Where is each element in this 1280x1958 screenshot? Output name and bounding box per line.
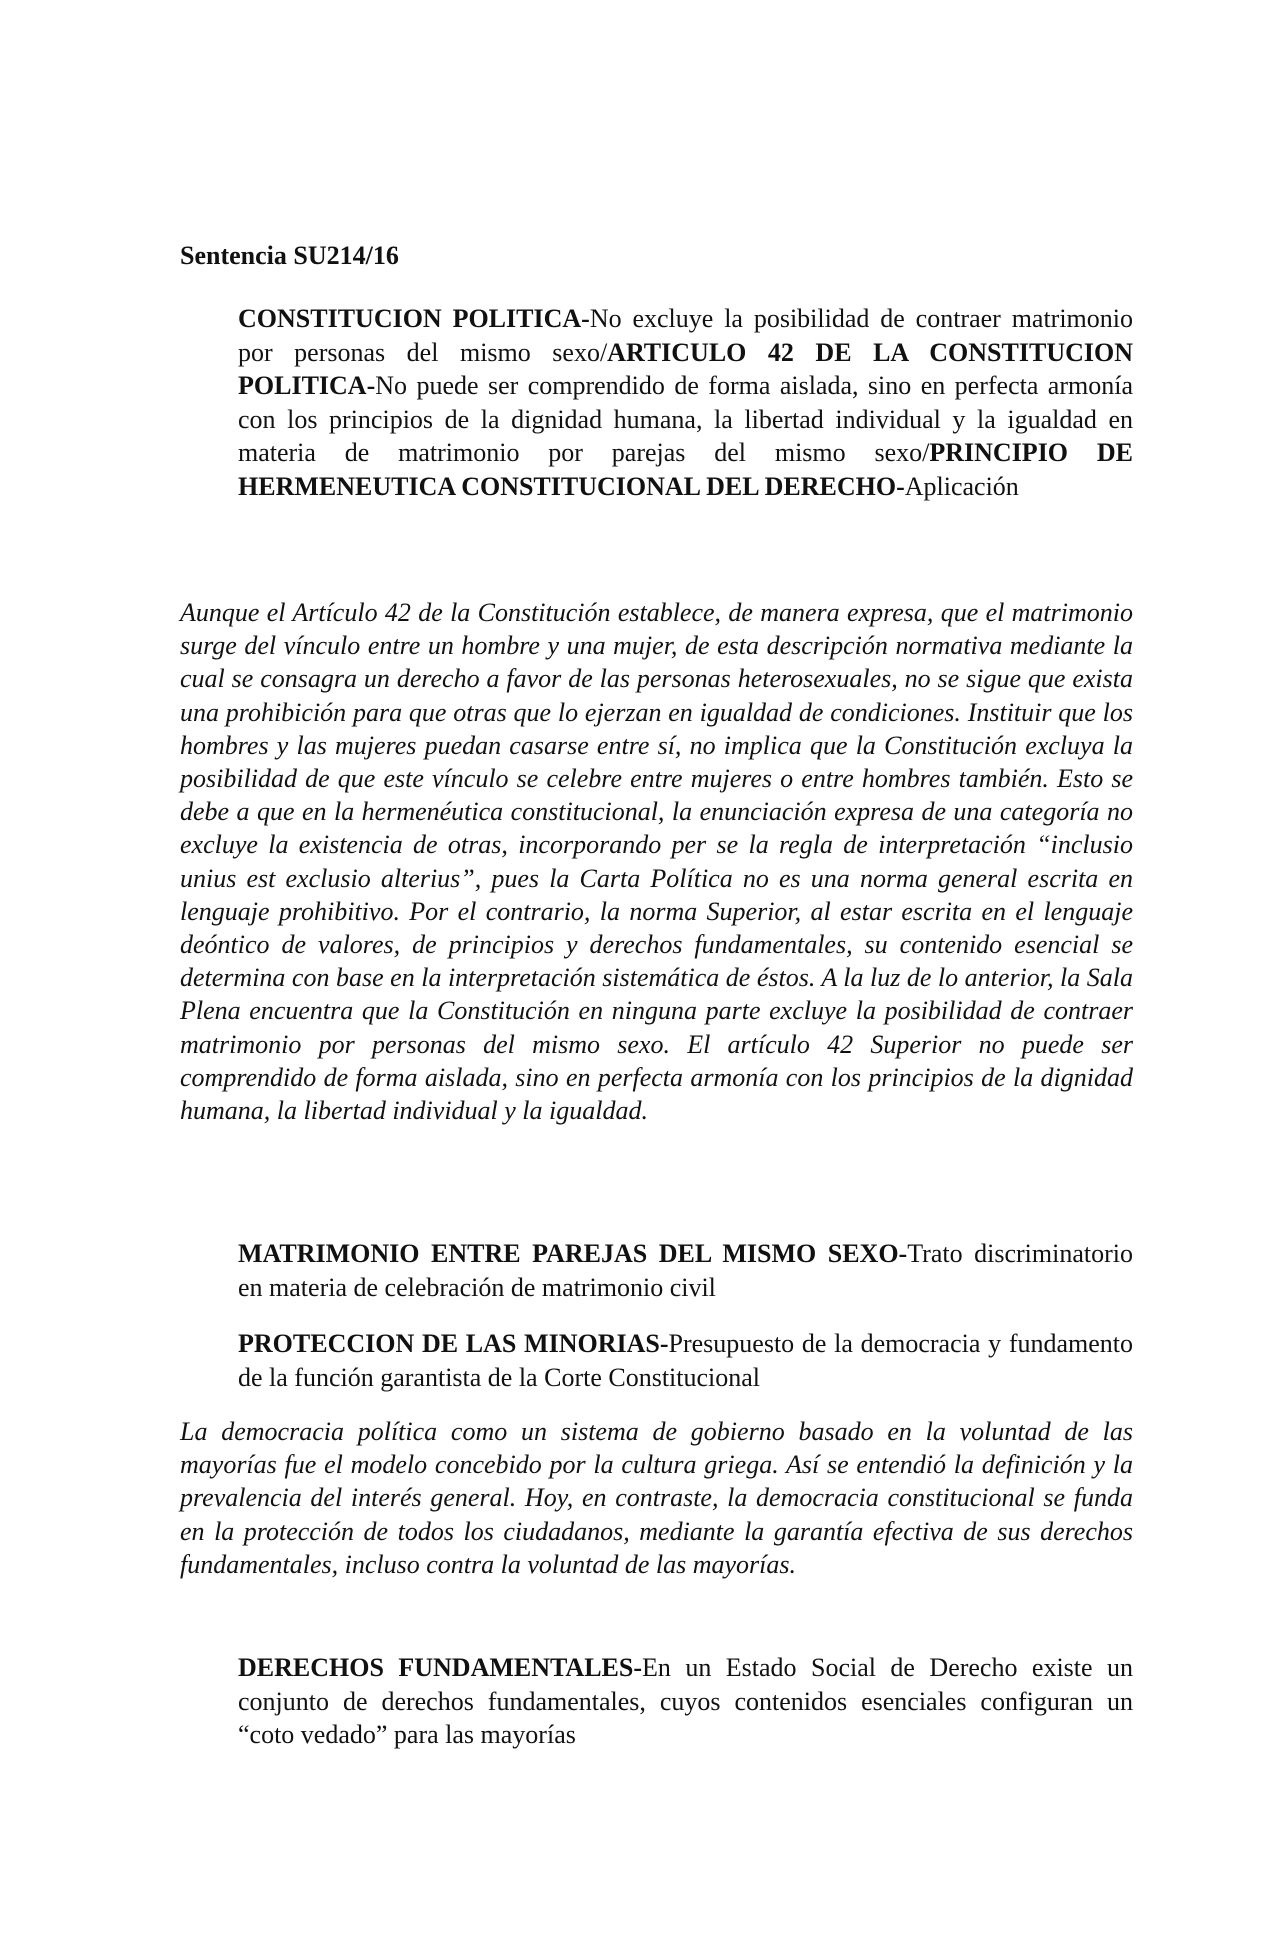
descriptor-head: ARTICULO 42 DE LA CONSTITUCION POLITICA- [238,337,1133,400]
descriptor-head: CONSTITUCION POLITICA- [238,304,590,333]
document-title: Sentencia SU214/16 [180,241,399,270]
descriptor-text: Presupuesto de la democracia y fundamento de la función garantista de la Corte Constitucional [238,1329,1134,1392]
descriptor-text: Aplicación [904,471,1019,501]
descriptor-head: PROTECCION DE LAS MINORIAS- [238,1329,669,1358]
descriptor-constitucion-politica [238,302,1133,503]
descriptor-head: MATRIMONIO ENTRE PAREJAS DEL MISMO SEXO- [238,1239,908,1268]
descriptor-text: No excluye la posibilidad de contraer matrimonio por personas del mismo sexo/ [238,304,1134,367]
descriptor-matrimonio-parejas [238,1237,1133,1304]
descriptor-text: No puede ser comprendido de forma aislada, sino en perfecta armonía con los principios de la dignidad humana, la libertad individual y la igualdad en materia de matrimonio por parejas del mismo sexo/ [238,371,1133,467]
descriptor-text: En un Estado Social de Derecho existe un conjunto de derechos fundamentales, cuyos contenidos esenciales configuran un “coto vedado” para las mayorías [238,1653,1134,1749]
paragraph-democracia: La democracia política como un sistema de gobierno basado en la voluntad de las mayorías fue el modelo concebido por la cultura griega. Así se entendió la definición y la prevalencia del interés general. Hoy, en contraste, la democracia constitucional se funda en la protección de todos los ciudadanos, mediante la garantía efectiva de sus derechos fundamentales, incluso contra la voluntad de las mayorías. [180,1417,1133,1579]
descriptor-head: PRINCIPIO DE HERMENEUTICA CONSTITUCIONAL DEL DERECHO- [238,438,1133,501]
descriptor-proteccion-minorias [238,1327,1133,1394]
paragraph-articulo-42: Aunque el Artículo 42 de la Constitución establece, de manera expresa, que el matrimonio surge del vínculo entre un hombre y una mujer, de esta descripción normativa mediante la cual se consagra un derecho a favor de las personas heterosexuales, no se sigue que exista una prohibición para que otras que lo ejerzan en igualdad de condiciones. Instituir que los hombres y las mujeres puedan casarse entre sí, no implica que la Constitución excluya la posibilidad de que este vínculo se celebre entre mujeres o entre hombres también. Esto se debe a que en la hermenéutica constitucional, la enunciación expresa de una categoría no excluye la existencia de otras, incorporando per se la regla de interpretación “inclusio unius est exclusio alterius”, pues la Carta Política no es una norma general escrita en lenguaje prohibitivo. Por el contrario, la norma Superior, al estar escrita en el lenguaje deóntico de valores, de principios y derechos fundamentales, su contenido esencial se determina con base en la interpretación sistemática de éstos. A la luz de lo anterior, la Sala Plena encuentra que la Constitución en ninguna parte excluye la posibilidad de contraer matrimonio por personas del mismo sexo. El artículo 42 Superior no puede ser comprendido de forma aislada, sino en perfecta armonía con los principios de la dignidad humana, la libertad individual y la igualdad. [180,598,1133,1126]
descriptor-text: Trato discriminatorio en materia de celebración de matrimonio civil [238,1239,1133,1302]
descriptor-derechos-fundamentales [238,1651,1133,1752]
descriptor-head: DERECHOS FUNDAMENTALES- [238,1653,643,1682]
